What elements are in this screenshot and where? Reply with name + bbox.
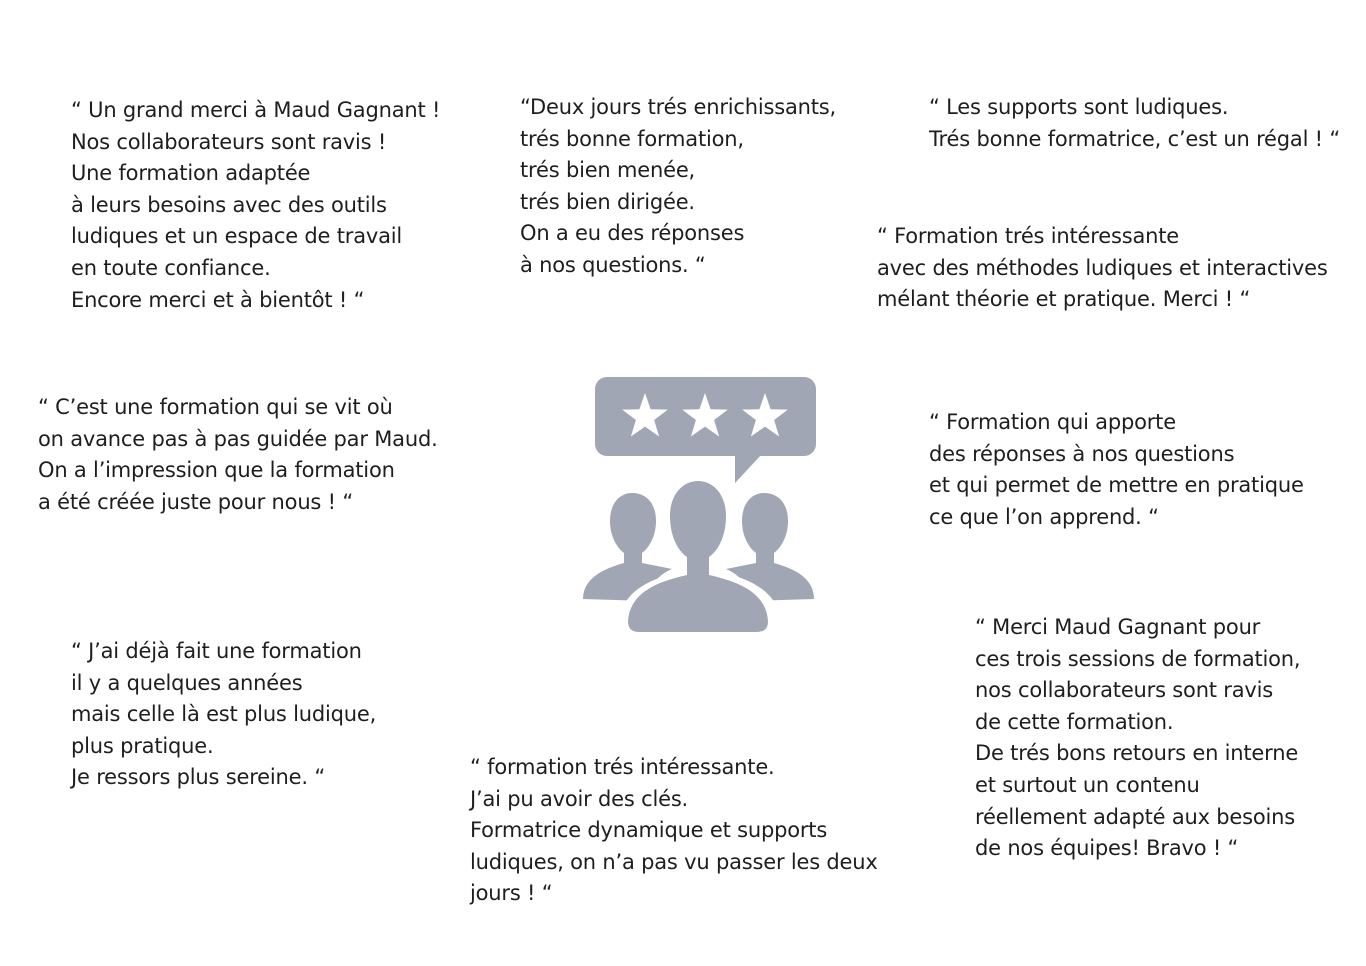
- testimonial-line: nos collaborateurs sont ravis: [975, 678, 1274, 703]
- testimonial-line: Formatrice dynamique et supports: [470, 818, 828, 843]
- testimonial-line: de cette formation.: [975, 709, 1174, 734]
- testimonial-4: [877, 221, 1328, 316]
- testimonial-line: trés bien dirigée.: [520, 189, 695, 214]
- testimonial-line: trés bonne formation,: [520, 126, 744, 151]
- testimonial-line: “ Les supports sont ludiques.: [929, 95, 1229, 119]
- testimonial-line: jours ! “: [470, 881, 553, 906]
- testimonial-line: “Deux jours trés enrichissants,: [520, 95, 837, 119]
- testimonial-line: de nos équipes! Bravo ! “: [975, 836, 1239, 861]
- testimonial-line: Trés bonne formatrice, c’est un régal ! “: [929, 126, 1341, 151]
- testimonial-line: J’ai pu avoir des clés.: [470, 786, 689, 811]
- testimonial-line: ludiques et un espace de travail: [71, 224, 403, 249]
- testimonial-line: Je ressors plus sereine. “: [71, 765, 325, 790]
- testimonial-line: “ J’ai déjà fait une formation: [71, 639, 362, 663]
- testimonial-9: [470, 752, 878, 910]
- testimonial-line: On a l’impression que la formation: [38, 458, 395, 483]
- testimonial-line: ces trois sessions de formation,: [975, 646, 1301, 671]
- testimonial-line: il y a quelques années: [71, 670, 303, 695]
- testimonial-line: et surtout un contenu: [975, 772, 1200, 797]
- testimonial-line: Encore merci et à bientôt ! “: [71, 287, 365, 312]
- testimonial-line: mélant théorie et pratique. Merci ! “: [877, 287, 1251, 312]
- testimonial-line: avec des méthodes ludiques et interactives: [877, 255, 1328, 280]
- testimonial-line: “ formation trés intéressante.: [470, 755, 775, 779]
- testimonial-line: Une formation adaptée: [71, 161, 311, 186]
- testimonial-line: à nos questions. “: [520, 252, 706, 277]
- testimonial-line: en toute confiance.: [71, 255, 271, 280]
- testimonial-line: trés bien menée,: [520, 158, 696, 183]
- customer-reviews-icon: [580, 375, 820, 637]
- testimonial-line: on avance pas à pas guidée par Maud.: [38, 426, 438, 451]
- testimonial-line: réellement adapté aux besoins: [975, 804, 1296, 829]
- testimonial-line: ludiques, on n’a pas vu passer les deux: [470, 849, 878, 874]
- testimonial-line: ce que l’on apprend. “: [929, 504, 1159, 529]
- testimonial-line: mais celle là est plus ludique,: [71, 702, 377, 727]
- testimonial-5: [38, 392, 438, 518]
- testimonial-line: a été créée juste pour nous ! “: [38, 489, 354, 514]
- testimonial-line: Nos collaborateurs sont ravis !: [71, 129, 387, 154]
- testimonial-6: [929, 407, 1304, 533]
- people-group-icon: [583, 475, 814, 637]
- speech-bubble-icon: [595, 377, 816, 483]
- testimonial-line: “ Merci Maud Gagnant pour: [975, 615, 1261, 639]
- testimonial-7: [71, 636, 376, 794]
- testimonial-line: des réponses à nos questions: [929, 441, 1235, 466]
- testimonial-line: De trés bons retours en interne: [975, 741, 1299, 766]
- testimonial-2: [520, 92, 836, 282]
- testimonial-line: “ Formation qui apporte: [929, 410, 1176, 434]
- testimonial-line: et qui permet de mettre en pratique: [929, 473, 1304, 498]
- testimonial-line: “ C’est une formation qui se vit où: [38, 395, 393, 419]
- testimonial-line: On a eu des réponses: [520, 221, 745, 246]
- testimonial-line: “ Un grand merci à Maud Gagnant !: [71, 98, 441, 122]
- testimonial-1: [71, 95, 440, 316]
- testimonial-8: [975, 612, 1300, 865]
- testimonial-line: “ Formation trés intéressante: [877, 224, 1179, 248]
- testimonial-line: à leurs besoins avec des outils: [71, 192, 387, 217]
- testimonial-line: plus pratique.: [71, 733, 214, 758]
- testimonial-3: [929, 92, 1340, 155]
